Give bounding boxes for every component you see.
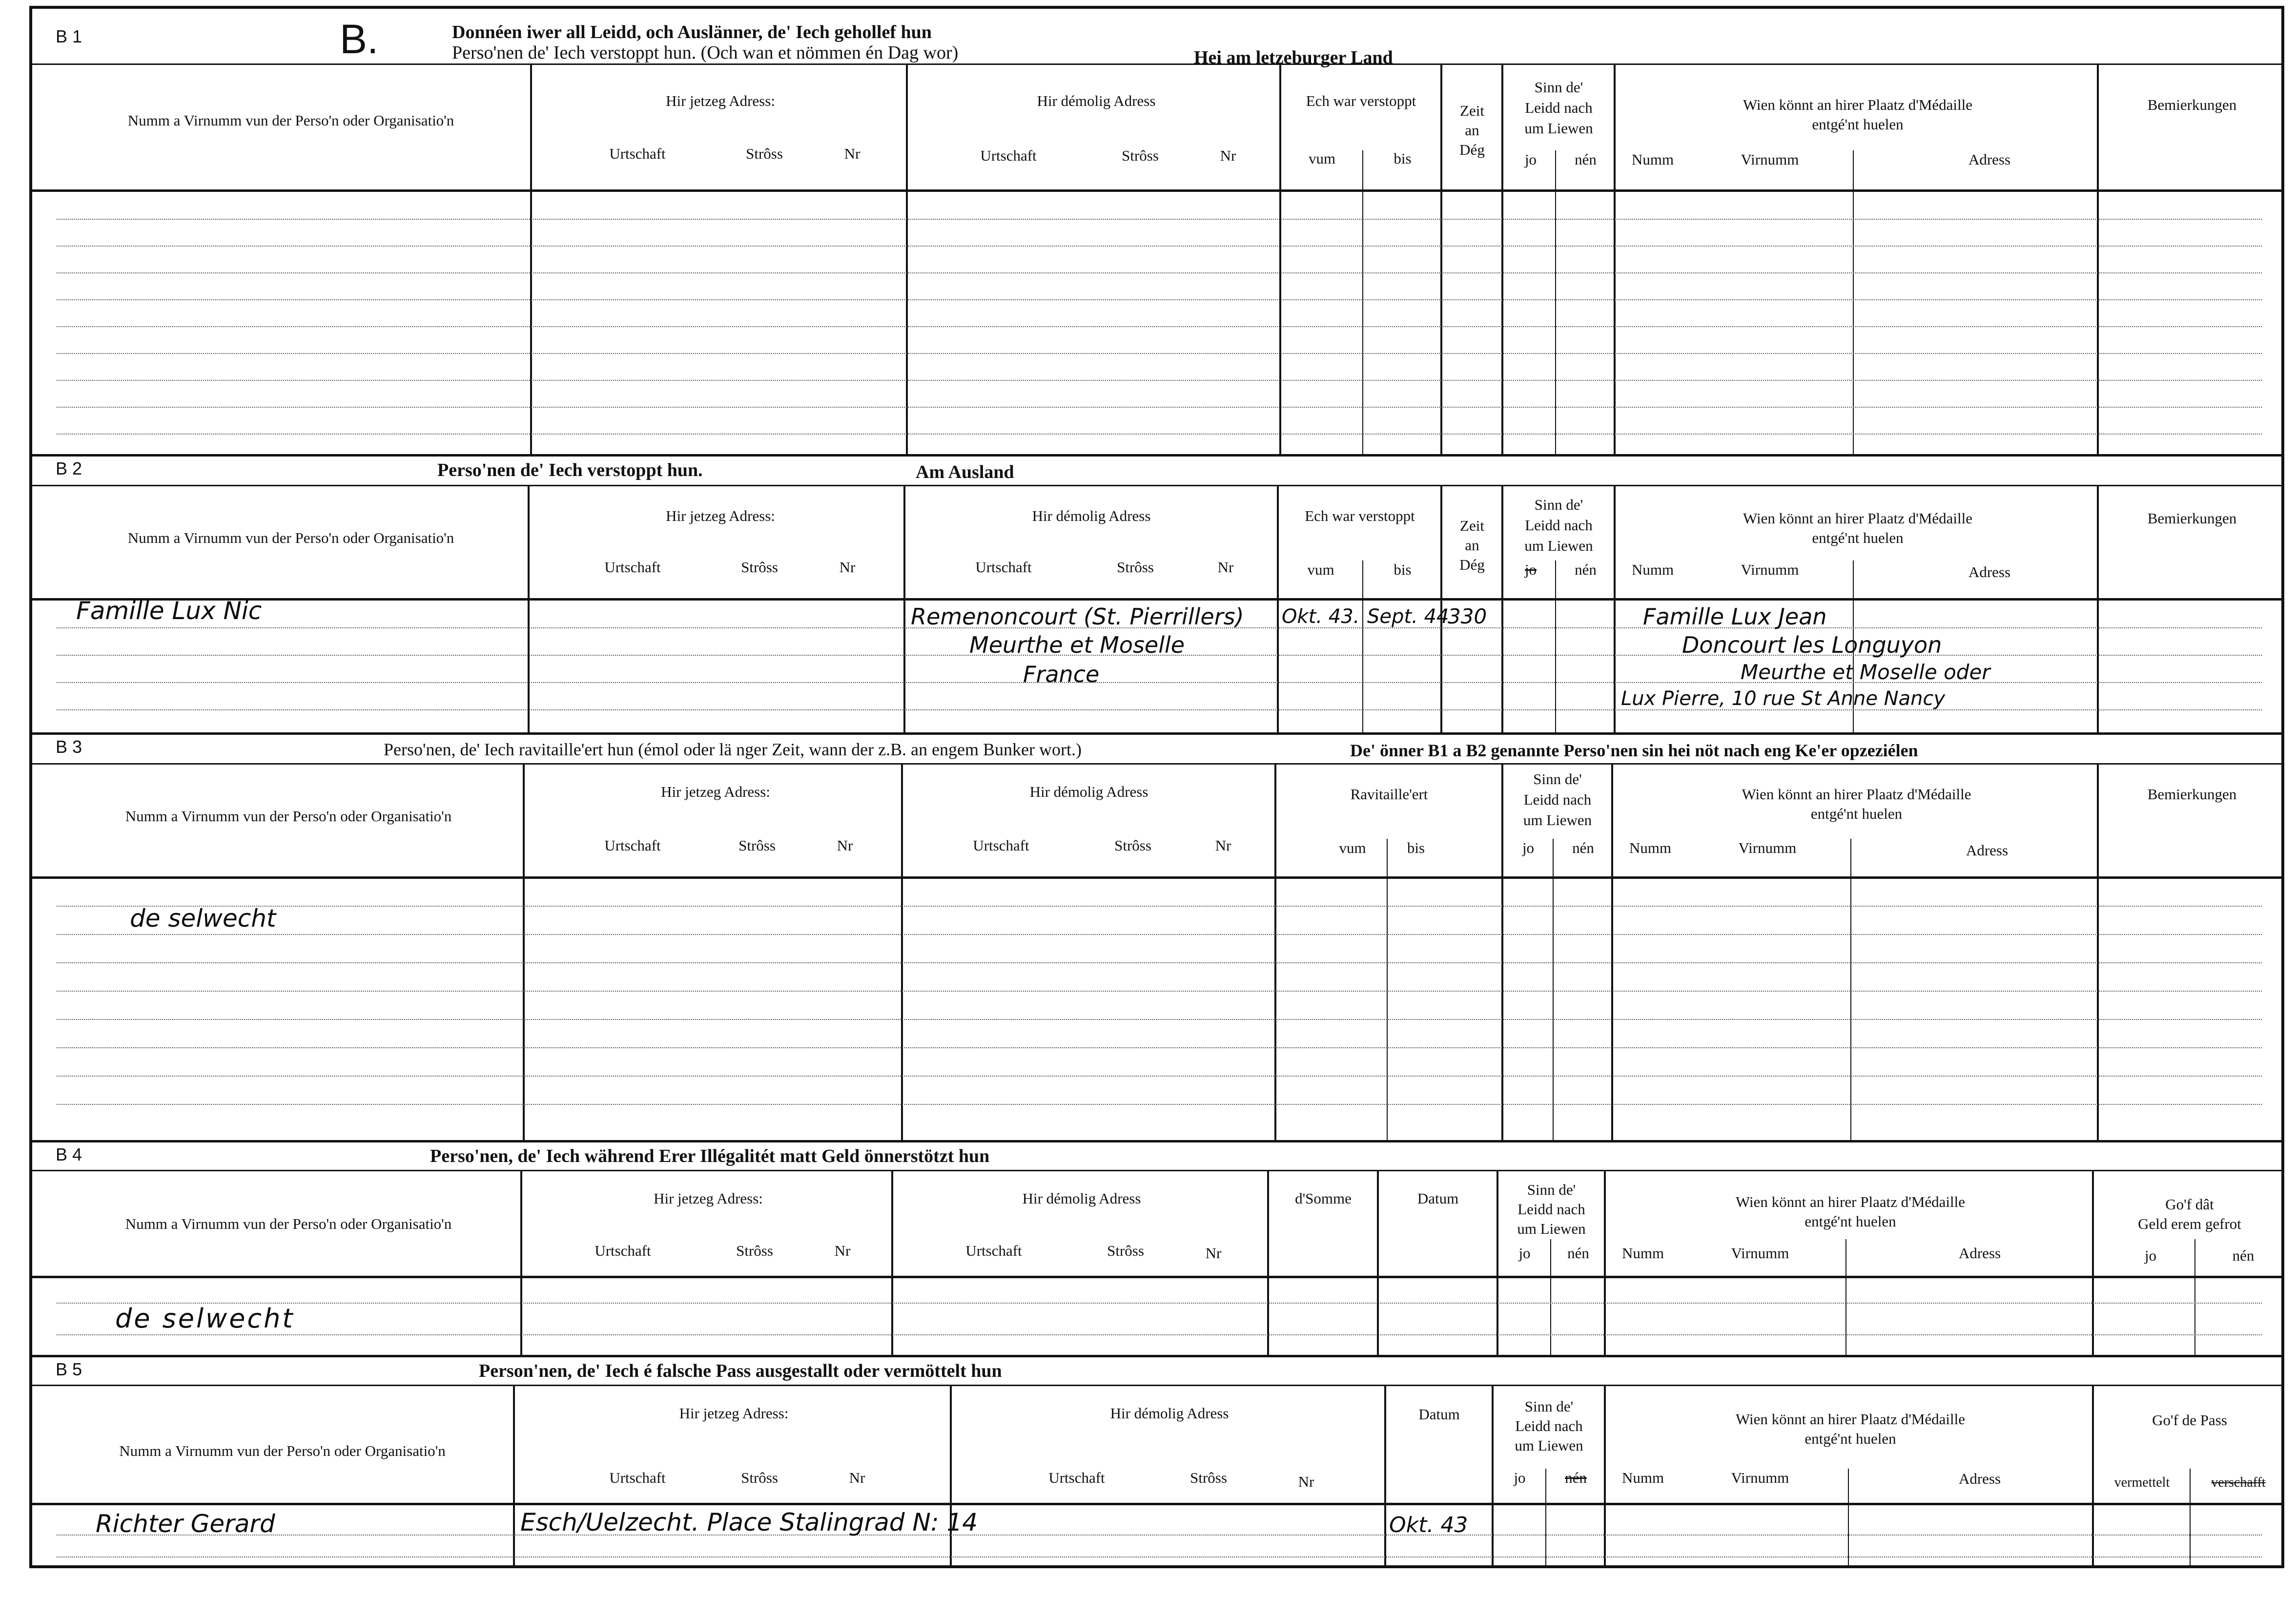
b5-vthin-jo-nen bbox=[1545, 1469, 1546, 1568]
b5-vline-5 bbox=[1604, 1385, 1606, 1568]
section-b1-id: B 1 bbox=[56, 26, 82, 46]
section-b2-title-b: Am Ausland bbox=[916, 462, 1014, 482]
b1-col-numm: Numm bbox=[1631, 151, 1674, 168]
b1-vline-3 bbox=[1279, 63, 1281, 454]
b2-vline-5 bbox=[1501, 485, 1503, 734]
b1-col-zeit-1: Zeit bbox=[1460, 102, 1484, 119]
b5-col-hir-demolig: Hir démolig Adress bbox=[1110, 1405, 1229, 1422]
b4-vline-7 bbox=[2092, 1170, 2094, 1356]
b3-col-adress: Adress bbox=[1966, 842, 2009, 859]
b5-entry-date: Okt. 43 bbox=[1389, 1513, 1468, 1537]
b4-vline-3 bbox=[1267, 1170, 1269, 1356]
b5-col-wien-1: Wien könnt an hirer Plaatz d'Médaille bbox=[1735, 1411, 1966, 1428]
section-b5-title: Person'nen, de' Iech é falsche Pass ausgestallt oder vermöttelt hun bbox=[479, 1361, 1002, 1381]
b4-col-nr: Nr bbox=[834, 1242, 851, 1259]
b2-col-urtschaft-2: Urtschaft bbox=[975, 559, 1032, 576]
b2-vthin-vum-bis bbox=[1362, 560, 1363, 734]
b5-col-sinn-3: um Liewen bbox=[1515, 1437, 1583, 1454]
b1-row-line bbox=[57, 434, 2262, 435]
b1-col-sinn-1: Sinn de' bbox=[1534, 79, 1583, 96]
b2-col-jo: jo bbox=[1524, 561, 1537, 578]
b2-entry-vum: Okt. 43. bbox=[1282, 605, 1360, 628]
b2-col-zeit-3: Dég bbox=[1459, 556, 1485, 573]
b2-vline-7 bbox=[2097, 485, 2099, 734]
b3-col-name: Numm a Virnumm vun der Perso'n oder Organisatio'n bbox=[125, 808, 452, 825]
b5-col-datum: Datum bbox=[1418, 1406, 1460, 1423]
b3-col-sinn-2: Leidd nach bbox=[1523, 791, 1592, 808]
b1-col-urtschaft: Urtschaft bbox=[609, 145, 666, 162]
b1-vline-5 bbox=[1501, 63, 1503, 454]
b4-col-datum: Datum bbox=[1417, 1190, 1459, 1207]
b2-col-nr: Nr bbox=[839, 559, 856, 576]
b1-col-sinn-3: um Liewen bbox=[1524, 120, 1593, 137]
b3-col-sinn-3: um Liewen bbox=[1523, 811, 1592, 829]
b2-vline-6 bbox=[1614, 485, 1616, 734]
b4-col-urtschaft-2: Urtschaft bbox=[965, 1242, 1022, 1259]
b4-entry: de selwecht bbox=[115, 1303, 295, 1334]
b5-col-gof: Go'f de Pass bbox=[2152, 1411, 2227, 1429]
b5-vline-1 bbox=[513, 1385, 515, 1568]
b5-col-nr-2: Nr bbox=[1298, 1473, 1314, 1490]
b5-vthin-gof bbox=[2190, 1469, 2191, 1568]
b4-col-gof-jo: jo bbox=[2144, 1247, 2157, 1264]
b4-vthin-jo-nen bbox=[1550, 1239, 1551, 1356]
b4-vthin-gof bbox=[2194, 1239, 2195, 1356]
b5-col-name: Numm a Virnumm vun der Perso'n oder Organisatio'n bbox=[119, 1442, 446, 1459]
b3-row-line bbox=[57, 1076, 2262, 1077]
b1-col-verstoppt: Ech war verstoppt bbox=[1306, 92, 1416, 109]
section-b4-title: Perso'nen, de' Iech während Erer Illégalitét matt Geld önnerstötzt hun bbox=[430, 1146, 990, 1166]
b4-col-jo: jo bbox=[1518, 1245, 1531, 1262]
b3-header-divider bbox=[32, 876, 2281, 879]
section-b4-id: B 4 bbox=[56, 1144, 82, 1164]
b3-entry: de selwecht bbox=[130, 904, 276, 933]
b4-col-name: Numm a Virnumm vun der Perso'n oder Organisatio'n bbox=[125, 1215, 452, 1232]
section-b2-id: B 2 bbox=[56, 458, 82, 478]
b3-row-line bbox=[57, 962, 2262, 963]
b2-entry-demolig-2: Meurthe et Moselle bbox=[969, 632, 1185, 658]
b1-row-line bbox=[57, 299, 2262, 300]
b1-vthin-virnumm-adress bbox=[1853, 150, 1854, 454]
b1-col-bemierkungen: Bemierkungen bbox=[2147, 96, 2237, 113]
b2-entry-deg: 330 bbox=[1448, 604, 1487, 628]
b1-vthin-jo-nen bbox=[1555, 150, 1556, 454]
b5-col-nr: Nr bbox=[849, 1469, 865, 1486]
b1-col-bis: bis bbox=[1394, 150, 1412, 167]
b3-col-stross-2: Strôss bbox=[1114, 837, 1151, 854]
b4-vline-2 bbox=[891, 1170, 893, 1356]
b1-col-hir-jetzeg: Hir jetzeg Adress: bbox=[666, 92, 775, 109]
b1-vline-4 bbox=[1440, 63, 1442, 454]
b4-col-hir-jetzeg: Hir jetzeg Adress: bbox=[654, 1190, 763, 1207]
b2-col-wien-1: Wien könnt an hirer Plaatz d'Médaille bbox=[1742, 510, 1973, 527]
b5-vline-2 bbox=[950, 1385, 952, 1568]
b4-row-line bbox=[57, 1303, 2262, 1304]
b2-col-sinn-2: Leidd nach bbox=[1525, 517, 1593, 534]
b3-vline-2 bbox=[901, 763, 903, 1141]
b3-row-line bbox=[57, 991, 2262, 992]
b4-col-gof-2: Geld erem gefrot bbox=[2138, 1215, 2241, 1232]
b3-col-vum: vum bbox=[1339, 839, 1366, 856]
b4-col-wien-1: Wien könnt an hirer Plaatz d'Médaille bbox=[1735, 1193, 1966, 1210]
section-b5-id: B 5 bbox=[56, 1359, 82, 1379]
b1-vline-6 bbox=[1614, 63, 1616, 454]
b5-col-nen: nén bbox=[1565, 1469, 1587, 1486]
b3-col-bis: bis bbox=[1407, 839, 1425, 856]
b5-vline-4 bbox=[1492, 1385, 1494, 1568]
b5-entry-name: Richter Gerard bbox=[96, 1510, 275, 1538]
section-b2-title: Perso'nen de' Iech verstoppt hun. bbox=[437, 460, 703, 480]
b1-vline-1 bbox=[530, 63, 532, 454]
b3-col-urtschaft: Urtschaft bbox=[604, 837, 661, 854]
b4-col-stross-2: Strôss bbox=[1107, 1242, 1144, 1259]
b2-col-nr-2: Nr bbox=[1217, 559, 1234, 576]
b3-col-hir-demolig: Hir démolig Adress bbox=[1029, 783, 1148, 800]
b1-header-divider bbox=[32, 189, 2281, 192]
b4-col-virnumm: Virnumm bbox=[1731, 1245, 1789, 1262]
b1-vthin-vum-bis bbox=[1362, 150, 1363, 454]
b2-vthin-jo-nen bbox=[1555, 560, 1556, 734]
b2-col-zeit-1: Zeit bbox=[1460, 517, 1484, 534]
b1-row-line bbox=[57, 407, 2262, 408]
b1-col-nr: Nr bbox=[844, 145, 861, 162]
b2-vline-3 bbox=[1277, 485, 1279, 734]
b1-col-nen: nén bbox=[1575, 151, 1597, 168]
b3-col-bemierkungen: Bemierkungen bbox=[2147, 786, 2237, 803]
b4-col-sinn-1: Sinn de' bbox=[1527, 1181, 1576, 1198]
b3-vthin-virnumm-adress bbox=[1850, 839, 1851, 1141]
b5-col-numm: Numm bbox=[1621, 1469, 1664, 1486]
b5-vthin-virnumm-adress bbox=[1848, 1469, 1849, 1568]
b5-col-wien-2: entgé'nt huelen bbox=[1804, 1430, 1896, 1447]
b2-col-adress: Adress bbox=[1968, 563, 2011, 581]
b2-entry-demolig-3: France bbox=[1023, 661, 1100, 687]
b3-col-nr-2: Nr bbox=[1215, 837, 1231, 854]
b3-col-virnumm: Virnumm bbox=[1738, 839, 1797, 856]
b4-col-sinn-2: Leidd nach bbox=[1517, 1201, 1585, 1218]
b1-col-sinn-2: Leidd nach bbox=[1525, 99, 1593, 116]
section-b3 bbox=[32, 734, 2281, 1141]
b5-col-jo: jo bbox=[1514, 1469, 1526, 1486]
section-b4 bbox=[32, 1141, 2281, 1356]
b4-vline-1 bbox=[520, 1170, 522, 1356]
section-b3-title-b: De' önner B1 a B2 genannte Perso'nen sin hei nöt nach eng Ke'er opzeziélen bbox=[1350, 741, 1918, 760]
b5-col-vermettelt: vermettelt bbox=[2114, 1475, 2170, 1490]
b1-col-adress: Adress bbox=[1968, 151, 2011, 168]
b3-col-stross: Strôss bbox=[738, 837, 776, 854]
b3-col-nr: Nr bbox=[837, 837, 853, 854]
b1-row-line bbox=[57, 246, 2262, 247]
b1-col-jo: jo bbox=[1524, 151, 1537, 168]
b5-col-adress: Adress bbox=[1958, 1470, 2001, 1487]
b1-col-virnumm: Virnumm bbox=[1741, 151, 1799, 168]
b4-col-numm: Numm bbox=[1621, 1245, 1664, 1262]
b1-col-stross: Strôss bbox=[746, 145, 783, 162]
b2-col-zeit-2: an bbox=[1465, 537, 1479, 554]
b2-col-sinn-3: um Liewen bbox=[1524, 537, 1593, 554]
b4-vline-4 bbox=[1377, 1170, 1379, 1356]
b1-row-line bbox=[57, 353, 2262, 354]
b4-col-hir-demolig: Hir démolig Adress bbox=[1022, 1190, 1141, 1207]
b1-col-nr-2: Nr bbox=[1220, 147, 1236, 164]
section-b1-title-line2b: Hei am letzeburger Land bbox=[1194, 47, 1393, 68]
b1-row-line bbox=[57, 272, 2262, 273]
b2-col-stross: Strôss bbox=[741, 559, 778, 576]
b4-col-urtschaft: Urtschaft bbox=[594, 1242, 651, 1259]
b5-col-verschafft: verschafft bbox=[2211, 1475, 2266, 1490]
b2-col-urtschaft: Urtschaft bbox=[604, 559, 661, 576]
b5-vline-6 bbox=[2092, 1385, 2094, 1568]
b1-vline-7 bbox=[2097, 63, 2099, 454]
b2-col-verstoppt: Ech war verstoppt bbox=[1305, 507, 1415, 524]
b3-vline-1 bbox=[523, 763, 525, 1141]
section-b5-header-bar bbox=[32, 1356, 2281, 1386]
section-b1-title-line1: Donnéen iwer all Leidd, och Auslänner, de' Iech gehollef hun bbox=[452, 22, 932, 42]
b3-col-ravitailleert: Ravitaille'ert bbox=[1350, 786, 1428, 803]
b3-col-wien-2: entgé'nt huelen bbox=[1810, 805, 1903, 822]
b4-vline-5 bbox=[1496, 1170, 1498, 1356]
b3-row-line bbox=[57, 906, 2262, 907]
b4-col-gof-nen: nén bbox=[2232, 1247, 2255, 1264]
b3-col-wien-1: Wien könnt an hirer Plaatz d'Médaille bbox=[1742, 786, 1971, 803]
b1-vline-2 bbox=[906, 63, 908, 454]
b4-col-somme: d'Somme bbox=[1295, 1190, 1352, 1207]
b4-col-sinn-3: um Liewen bbox=[1517, 1220, 1586, 1237]
b5-header-divider bbox=[32, 1503, 2281, 1505]
b2-entry-name: Famille Lux Nic bbox=[76, 597, 262, 625]
b2-entry-bis: Sept. 44 bbox=[1367, 605, 1449, 628]
b3-col-hir-jetzeg: Hir jetzeg Adress: bbox=[661, 783, 770, 800]
b3-col-jo: jo bbox=[1522, 839, 1535, 856]
b5-row-line bbox=[57, 1556, 2262, 1557]
b4-col-nen: nén bbox=[1567, 1245, 1589, 1262]
b2-col-stross-2: Strôss bbox=[1117, 559, 1154, 576]
b5-col-stross-2: Strôss bbox=[1190, 1469, 1227, 1486]
b2-entry-wien-1: Famille Lux Jean bbox=[1643, 603, 1827, 630]
b1-col-zeit-2: an bbox=[1465, 122, 1479, 139]
b2-entry-wien-4: Lux Pierre, 10 rue St Anne Nancy bbox=[1621, 687, 1946, 710]
b1-row-line bbox=[57, 219, 2262, 220]
b5-col-virnumm: Virnumm bbox=[1731, 1469, 1789, 1486]
b5-vline-3 bbox=[1384, 1385, 1386, 1568]
b3-vthin-vum-bis bbox=[1387, 839, 1388, 1141]
b3-col-urtschaft-2: Urtschaft bbox=[973, 837, 1029, 854]
b2-col-hir-demolig: Hir démolig Adress bbox=[1032, 507, 1151, 524]
b1-col-name: Numm a Virnumm vun der Perso'n oder Organisatio'n bbox=[127, 112, 454, 129]
b4-col-adress: Adress bbox=[1958, 1245, 2001, 1262]
b4-col-gof-1: Go'f dât bbox=[2165, 1196, 2214, 1213]
b2-vline-1 bbox=[528, 485, 530, 734]
b3-vline-3 bbox=[1274, 763, 1276, 1141]
b1-col-wien-1: Wien könnt an hirer Plaatz d'Médaille bbox=[1742, 96, 1973, 113]
b2-col-bemierkungen: Bemierkungen bbox=[2147, 510, 2237, 527]
b5-col-urtschaft-2: Urtschaft bbox=[1048, 1469, 1105, 1486]
b3-row-line bbox=[57, 1019, 2262, 1020]
b4-col-wien-2: entgé'nt huelen bbox=[1804, 1213, 1896, 1230]
b2-col-name: Numm a Virnumm vun der Perso'n oder Organisatio'n bbox=[127, 529, 454, 546]
b1-col-hir-demolig: Hir démolig Adress bbox=[1037, 92, 1156, 109]
section-b4-header-bar bbox=[32, 1141, 2281, 1171]
b1-row-line bbox=[57, 380, 2262, 381]
b3-row-line bbox=[57, 1104, 2262, 1105]
section-b5 bbox=[32, 1356, 2281, 1568]
b3-row-line bbox=[57, 934, 2262, 935]
section-b3-id: B 3 bbox=[56, 737, 82, 757]
b1-col-vum: vum bbox=[1308, 150, 1336, 167]
b2-col-virnumm: Virnumm bbox=[1741, 561, 1799, 578]
section-b1 bbox=[32, 9, 2281, 456]
form-sheet bbox=[29, 6, 2284, 1568]
b5-col-urtschaft: Urtschaft bbox=[609, 1469, 666, 1486]
b4-vthin-virnumm-adress bbox=[1845, 1239, 1846, 1356]
b2-col-vum: vum bbox=[1307, 561, 1334, 578]
b5-col-hir-jetzeg: Hir jetzeg Adress: bbox=[679, 1405, 789, 1422]
b2-col-nen: nén bbox=[1575, 561, 1597, 578]
b2-entry-demolig-1: Remenoncourt (St. Pierrillers) bbox=[911, 603, 1244, 630]
b3-vline-5 bbox=[1611, 763, 1613, 1141]
section-b3-header-bar bbox=[32, 734, 2281, 765]
section-b1-title-line2: Perso'nen de' Iech verstoppt hun. (Och wan et nömmen én Dag wor) bbox=[452, 42, 959, 63]
b2-col-wien-2: entgé'nt huelen bbox=[1812, 529, 1904, 546]
b4-col-nr-2: Nr bbox=[1205, 1245, 1222, 1262]
b4-col-stross: Strôss bbox=[736, 1242, 773, 1259]
b1-col-zeit-3: Dég bbox=[1459, 141, 1485, 158]
section-b2-header-bar bbox=[32, 456, 2281, 486]
b2-col-bis: bis bbox=[1394, 561, 1412, 578]
b3-col-sinn-1: Sinn de' bbox=[1533, 770, 1582, 788]
b4-vline-6 bbox=[1604, 1170, 1606, 1356]
b3-row-line bbox=[57, 1047, 2262, 1048]
b5-col-stross: Strôss bbox=[741, 1469, 778, 1486]
b3-vline-6 bbox=[2097, 763, 2099, 1141]
b3-col-nen: nén bbox=[1572, 839, 1594, 856]
b2-entry-wien-3: Meurthe et Moselle oder bbox=[1741, 660, 1990, 684]
b2-header-divider bbox=[32, 598, 2281, 601]
b2-col-sinn-1: Sinn de' bbox=[1534, 496, 1583, 513]
b5-entry-address: Esch/Uelzecht. Place Stalingrad N: 14 bbox=[520, 1508, 978, 1536]
b1-col-wien-2: entgé'nt huelen bbox=[1812, 116, 1904, 133]
b1-col-urtschaft-2: Urtschaft bbox=[980, 147, 1037, 164]
b5-col-sinn-1: Sinn de' bbox=[1524, 1398, 1574, 1415]
section-b2 bbox=[32, 456, 2281, 734]
b1-col-stross-2: Strôss bbox=[1122, 147, 1159, 164]
section-b3-title: Perso'nen, de' Iech ravitaille'ert hun (émol oder lä nger Zeit, wann der z.B. an engem Bunker wort.) bbox=[384, 740, 1082, 759]
b2-entry-wien-2: Doncourt les Longuyon bbox=[1682, 632, 1942, 658]
b4-header-divider bbox=[32, 1276, 2281, 1278]
b1-row-line bbox=[57, 326, 2262, 327]
section-b1-big-letter: B. bbox=[340, 16, 379, 62]
b3-col-numm: Numm bbox=[1629, 839, 1672, 856]
b2-col-numm: Numm bbox=[1631, 561, 1674, 578]
b5-col-sinn-2: Leidd nach bbox=[1515, 1417, 1583, 1434]
b4-row-line bbox=[57, 1334, 2262, 1335]
b5-row-line bbox=[57, 1535, 2262, 1536]
b3-vline-4 bbox=[1501, 763, 1503, 1141]
b3-vthin-jo-nen bbox=[1553, 839, 1554, 1141]
b2-col-hir-jetzeg: Hir jetzeg Adress: bbox=[666, 507, 775, 524]
